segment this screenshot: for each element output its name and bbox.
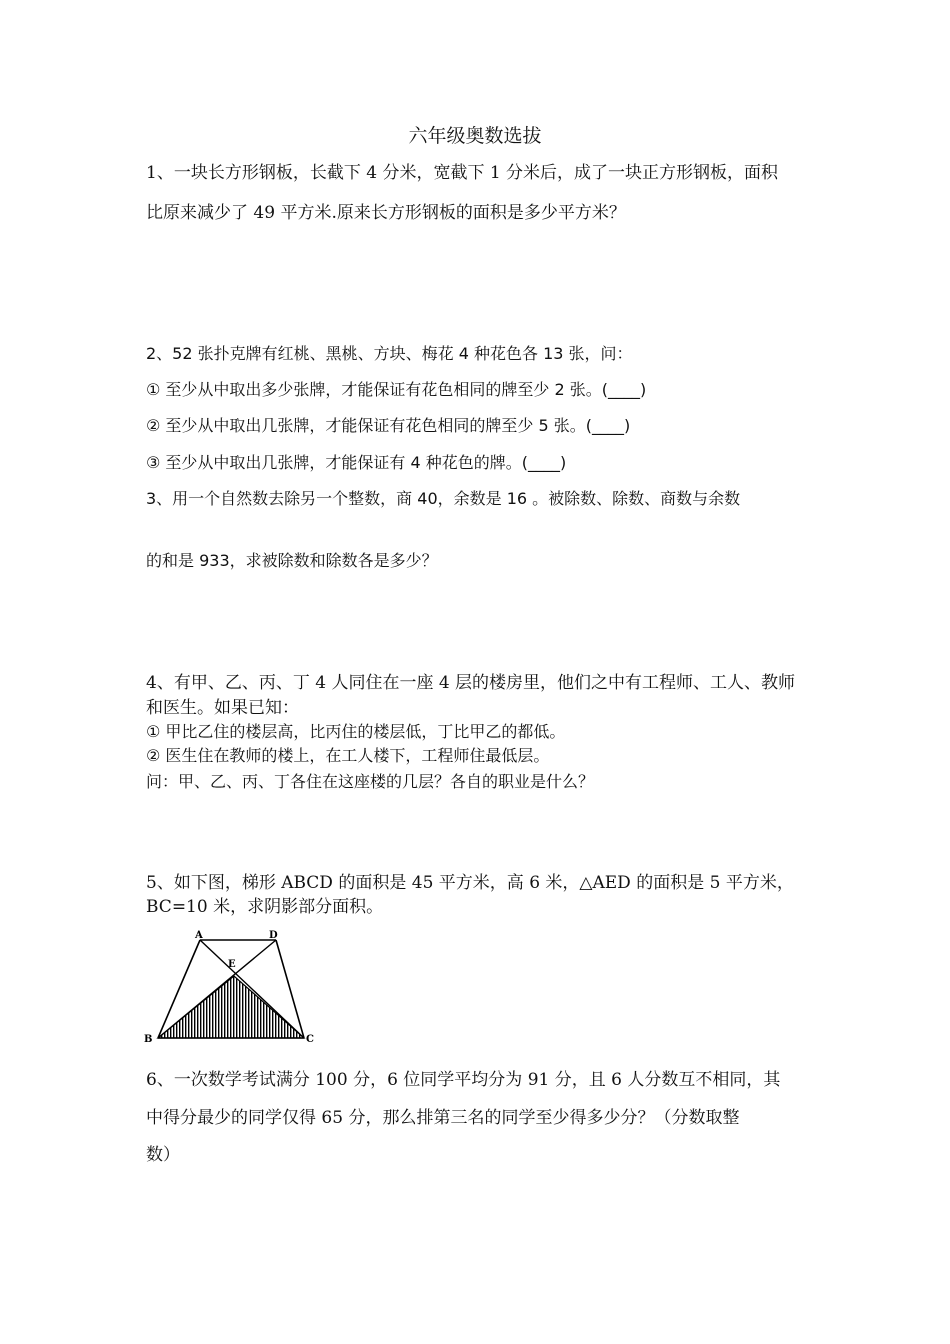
question-3-line-2: 的和是 933，求被除数和除数各是多少？ [146,551,438,570]
question-6-line-2: 中得分最少的同学仅得 65 分，那么排第三名的同学至少得多少分？（分数取整 [146,1108,740,1128]
question-6-line-3: 数） [146,1145,180,1165]
question-4-condition-1: ① 甲比乙住的楼层高，比丙住的楼层低，丁比甲乙的都低。 [146,722,566,741]
label-e: E [228,959,236,970]
question-6-line-1: 6、一次数学考试满分 100 分，6 位同学平均分为 91 分，且 6 人分数互不相同，其 [146,1070,781,1090]
question-2-sub-1: ① 至少从中取出多少张牌，才能保证有花色相同的牌至少 2 张。(____) [146,380,647,399]
question-4-question: 问：甲、乙、丙、丁各住在这座楼的几层？各自的职业是什么？ [146,772,595,791]
question-1-line-2: 比原来减少了 49 平方米.原来长方形钢板的面积是多少平方米？ [146,203,626,223]
question-5-line-1: 5、如下图，梯形 ABCD 的面积是 45 平方米，高 6 米，△AED 的面积是 5 平方米， [146,873,794,893]
question-3-line-1: 3、用一个自然数去除另一个整数，商 40，余数是 16 。被除数、除数、商数与余数 [146,489,741,508]
question-4-condition-2: ② 医生住在教师的楼上，在工人楼下，工程师住最低层。 [146,746,550,765]
label-b: B [144,1034,153,1045]
question-4-line-1: 4、有甲、乙、丙、丁 4 人同住在一座 4 层的楼房里，他们之中有工程师、工人、教师 [146,673,796,693]
question-2-sub-3: ③ 至少从中取出几张牌，才能保证有 4 种花色的牌。(____) [146,453,567,472]
trapezoid-figure [140,926,320,1048]
page-title: 六年级奥数选拔 [408,125,542,147]
question-1-line-1: 1、一块长方形钢板，长截下 4 分米，宽截下 1 分米后，成了一块正方形钢板，面积 [146,163,779,183]
question-4-line-2: 和医生。如果已知： [146,698,299,718]
label-d: D [269,930,278,941]
label-a: A [195,930,203,941]
question-2-sub-2: ② 至少从中取出几张牌，才能保证有花色相同的牌至少 5 张。(____) [146,416,631,435]
label-c: C [306,1034,314,1045]
question-2-stem: 2、52 张扑克牌有红桃、黑桃、方块、梅花 4 种花色各 13 张，问： [146,344,633,363]
question-5-line-2: BC=10 米，求阴影部分面积。 [146,897,384,917]
